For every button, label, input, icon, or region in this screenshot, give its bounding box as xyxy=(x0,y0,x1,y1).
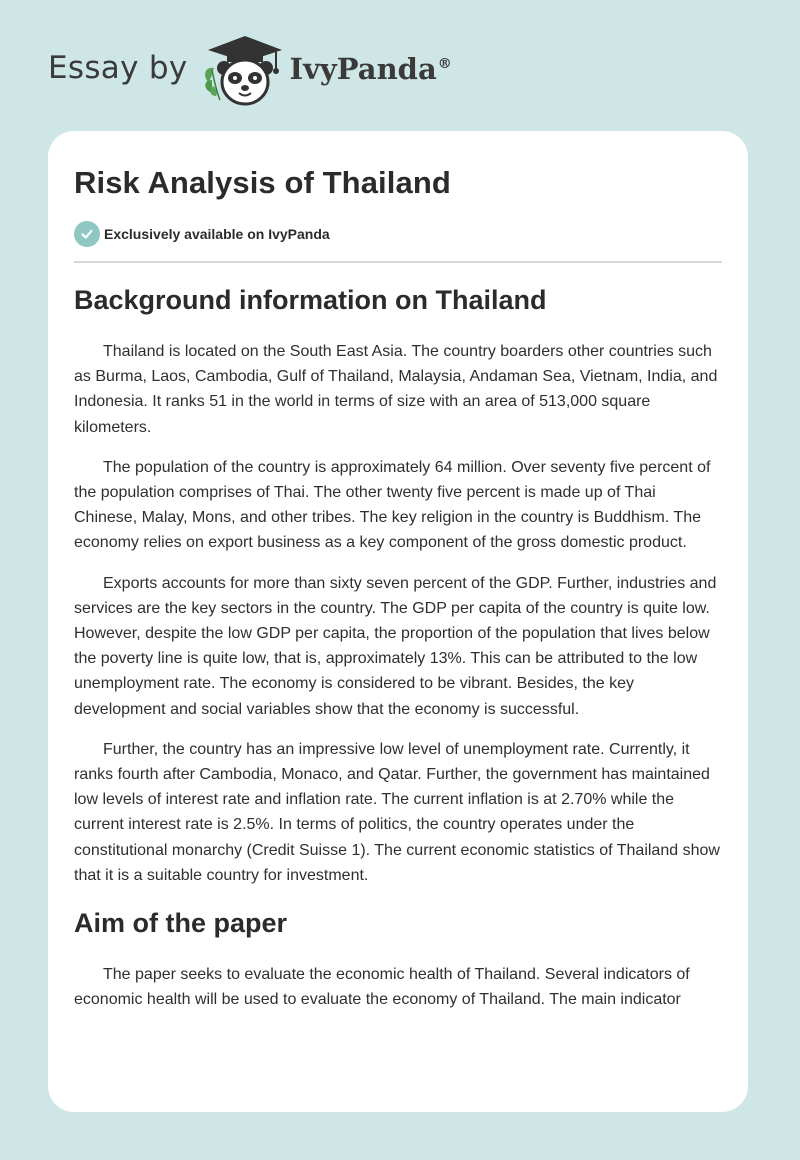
site-brand[interactable] xyxy=(48,30,452,110)
title-divider xyxy=(74,261,722,263)
check-icon xyxy=(74,221,100,247)
paragraph: Thailand is located on the South East Asia. The country boarders other countries such as Burma, Laos, Cambodia, Gulf of Thailand, Malaysia, Andaman Sea, Vietnam, India, and Indonesia. It ranks 51 in the world in terms of size with an area of 513,000 square kilometers. xyxy=(74,343,718,436)
brand-name: IvyPanda® xyxy=(289,52,452,86)
panda-logo-icon xyxy=(200,30,290,110)
brand-prefix: Essay by xyxy=(48,50,188,86)
exclusive-badge-label: Exclusively available on IvyPanda xyxy=(104,226,330,242)
paragraph: Exports accounts for more than sixty seven percent of the GDP. Further, industries and services are the key sectors in the country. The GDP per capita of the country is quite low. However, despite the low GDP per capita, the proportion of the population that lives below the poverty line is quite low, that is, approximately 13%. This can be attributed to the low unemployment rate. The economy is considered to be vibrant. Besides, the key development and social variables show that the economy is successful. xyxy=(74,574,717,718)
section-heading-aim: Aim of the paper xyxy=(74,908,288,939)
page-title: Risk Analysis of Thailand xyxy=(74,165,451,200)
section-heading-background: Background information on Thailand xyxy=(74,285,547,315)
essay-card xyxy=(48,131,748,1112)
paragraph: Further, the country has an impressive low level of unemployment rate. Currently, it ranks fourth after Cambodia, Monaco, and Qatar. Further, the government has maintained low levels of interest rate and inflation rate. The current inflation is at 2.70% while the current interest rate is 2.5%. In terms of politics, the country operates under the constitutional monarchy (Credit Suisse 1). The current economic statistics of Thailand show that it is a suitable country for investment. xyxy=(74,740,720,884)
paragraph: The paper seeks to evaluate the economic health of Thailand. Several indicators of economic health will be used to evaluate the economy of Thailand. The main indicator xyxy=(74,966,690,1009)
paragraph: The population of the country is approximately 64 million. Over seventy five percent of the population comprises of Thai. The other twenty five percent is made up of Thai Chinese, Malay, Mons, and other tribes. The key religion in the country is Buddhism. The economy relies on export business as a key component of the gross domestic product. xyxy=(74,458,711,552)
exclusive-badge xyxy=(74,221,330,247)
essay-body xyxy=(74,283,722,1027)
